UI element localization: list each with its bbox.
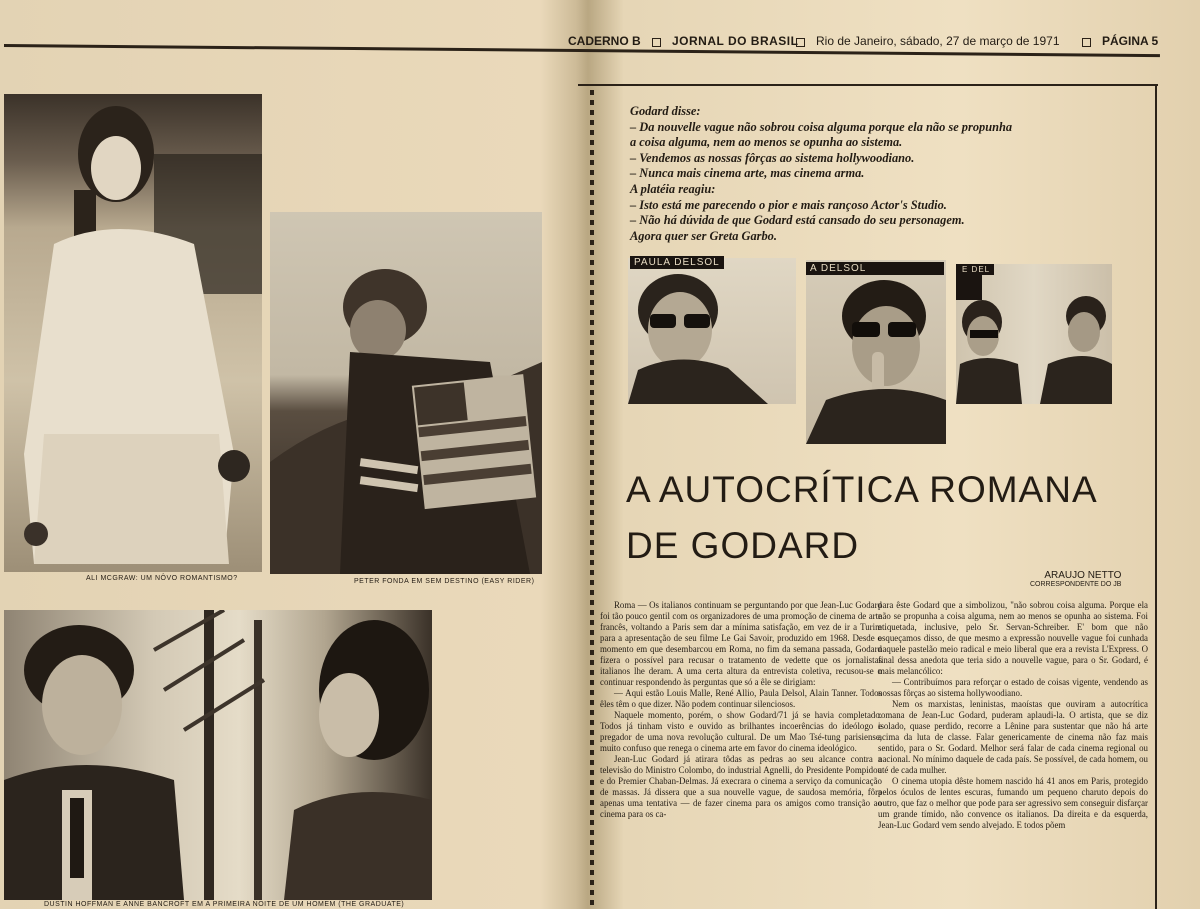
article-column-2 xyxy=(878,600,1148,909)
photo-peter-fonda xyxy=(270,212,542,574)
article-column-1 xyxy=(600,600,882,909)
caption-photo2: PETER FONDA EM SEM DESTINO (EASY RIDER) xyxy=(354,578,535,585)
biker-figure-image xyxy=(270,212,542,574)
quote-line: a coisa alguma, nem ao menos se opunha ao sistema. xyxy=(630,135,903,150)
headline-line-2: DE GODARD xyxy=(626,525,860,566)
article-paragraph: para êste Godard que a simbolizou, "não sobrou coisa alguma. Porque ela não se propunha a coisa alguma, nem ao menos se opunha ao sistema. Foi etiquetada, inclusive, pelo Sr. Servan-Schreiber. E' bom que não esqueçamos disso, de que mesmo a expressão nouvelle vague foi cunhada naquele pastelão meio radical e meio liberal que era a revista L'Express. O final dessa anedota que teria sido a nouvelle vague, para o Sr. Godard, é mais melancólico: xyxy=(878,600,1148,676)
byline-role: CORRESPONDENTE DO JB xyxy=(1030,581,1122,588)
godard-smoking-image xyxy=(806,260,946,444)
photo-ali-mcgraw xyxy=(4,94,262,572)
separator-box-icon xyxy=(1082,38,1091,47)
article-paragraph: Roma — Os italianos continuam se perguntando por que Jean-Luc Godard foi tão pouco gentil com os organizadores de uma promoção de cinema de arte francês, voltando a Paris sem dar a mínima satisfação, em vez de ir a Turim para a apresentação de seu filme Le Gai Savoir, produzido em 1968. Desde o momento em que desembarcou em Roma, no fim da semana passada, Godard fizera o possível para recusar o tratamento de vedette que os jornalistas italianos lhe deram. A uma certa altura da entrevista coletiva, recusou-se o continuar respondendo às perguntas que só a êle se dirigiam: xyxy=(600,600,882,687)
quote-line: Agora quer ser Greta Garbo. xyxy=(630,228,777,243)
quote-line: – Não há dúvida de que Godard está cansado do seu personagem. xyxy=(630,213,965,228)
two-men-image xyxy=(956,264,1112,404)
photo-label-middle: A DELSOL xyxy=(806,262,944,275)
page-number: PÁGINA 5 xyxy=(1102,34,1159,48)
quote-line: – Vendemos as nossas fôrças ao sistema hollywoodiano. xyxy=(630,150,915,165)
dateline: Rio de Janeiro, sábado, 27 de março de 1971 xyxy=(816,34,1060,48)
photo-godard-2 xyxy=(806,260,946,444)
byline xyxy=(1030,570,1121,588)
article-paragraph: Jean-Luc Godard já atirara tôdas as pedras ao seu alcance contra a televisão do Ministro Colombo, do industrial Agnelli, do Presidente Pompidou e do Premier Chaban-Delmas. Já execrara o cinema a serviço da comunicação de massas. Já dissera que a sua nouvelle vague, de saudosa memória, fôra apenas uma tentativa — de fazer cinema para os amigos como transição ao cinema para os ca- xyxy=(600,754,882,819)
quote-line: A platéia reagiu: xyxy=(630,181,716,196)
article-paragraph: — Aqui estão Louis Malle, René Allio, Paula Delsol, Alain Tanner. Todos êles têm o que dizer. Não podem continuar silenciosos. xyxy=(600,688,882,709)
godard-quote-block xyxy=(630,104,1100,244)
quote-line: – Nunca mais cinema arte, mas cinema arma. xyxy=(630,166,865,181)
quote-line: – Isto está me parecendo o pior e mais rançoso Actor's Studio. xyxy=(630,197,947,212)
article-paragraph: Nem os marxistas, leninistas, maoístas que ouviram a autocrítica romana de Jean-Luc Godard, puderam aplaudi-la. O artista, que se diz isolado, quase perdido, recorre a Lênine para sustentar que não há arte acima da luta de classe. Falar genericamente de cinema não faz mais sentido, para o Sr. Godard. Melhor será falar de cada cinema regional ou nacional. No mínimo daquele de cada país. Se possível, de cada homem, ou até de cada mulher. xyxy=(878,699,1148,775)
photo-godard-3 xyxy=(956,264,1112,404)
photo-the-graduate xyxy=(4,610,432,900)
caption-photo3: DUSTIN HOFFMAN E ANNE BANCROFT EM A PRIMEIRA NOITE DE UM HOMEM (THE GRADUATE) xyxy=(44,901,405,908)
article-paragraph: Naquele momento, porém, o show Godard/71 já se havia completado. Todos já tinham visto e ouvido as brilhantes incoerências do ideólogo e pregador de uma nova revolução cultural. De um Mao Tsé-tung parisiense, muito confuso que renega o cinema arte em favor do cinema ideológico. xyxy=(600,710,882,753)
photo-label-right: E DEL xyxy=(958,264,994,275)
headline-line-1: A AUTOCRÍTICA ROMANA xyxy=(626,469,1098,510)
right-top-rule xyxy=(578,84,1158,86)
article-paragraph: O cinema utopia dêste homem nascido há 41 anos em Paris, protegido pelos óculos de lentes escuras, fumando um pequeno charuto depois do outro, que faz o melhor que pode para ser agressivo sem conseguir disfarçar um grande tímido, não convence os italianos. Da direita e da esquerda, Jean-Luc Godard vem sendo alvejado. E todos põem xyxy=(878,776,1148,830)
right-border-rule xyxy=(1155,84,1157,909)
godard-portrait-image xyxy=(628,258,796,404)
woman-figure-image xyxy=(4,94,262,572)
dotted-column-divider xyxy=(590,90,594,905)
couple-scene-image xyxy=(4,610,432,900)
byline-name: ARAUJO NETTO xyxy=(1044,570,1122,581)
separator-box-icon xyxy=(796,38,805,47)
caption-photo1: ALI MCGRAW: UM NÔVO ROMANTISMO? xyxy=(86,575,238,582)
article-headline xyxy=(626,462,1146,574)
section-label: CADERNO B xyxy=(568,34,641,48)
article-paragraph: — Contribuímos para reforçar o estado de coisas vigente, vendendo as nossas fôrças ao sistema hollywoodiano. xyxy=(878,677,1148,698)
photo-label-left: PAULA DELSOL xyxy=(630,256,724,269)
newspaper-name: JORNAL DO BRASIL xyxy=(672,34,799,48)
separator-box-icon xyxy=(652,38,661,47)
quote-line: – Da nouvelle vague não sobrou coisa alguma porque ela não se propunha xyxy=(630,119,1013,134)
quote-line: Godard disse: xyxy=(630,104,701,118)
photo-godard-1 xyxy=(628,258,796,404)
